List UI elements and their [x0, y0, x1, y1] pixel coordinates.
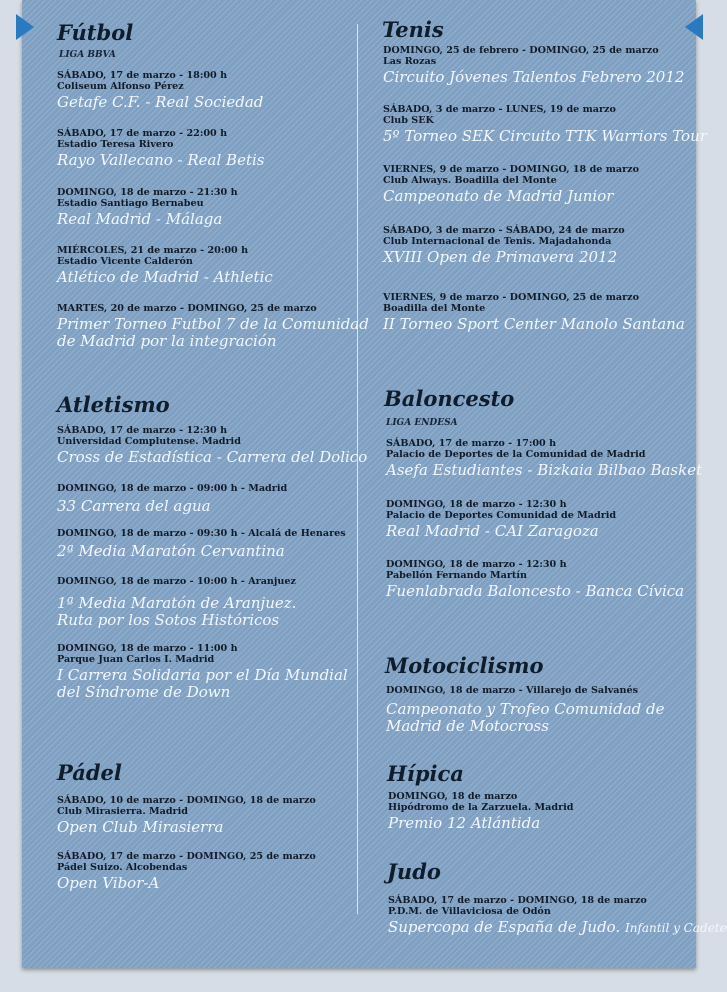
event-venue: Club Mirasierra. Madrid — [57, 806, 188, 817]
event-title: 5º Torneo SEK Circuito TTK Warriors Tour — [383, 127, 707, 145]
event-date: DOMINGO, 18 de marzo - Villarejo de Salvanés — [386, 685, 638, 696]
event-item — [57, 528, 346, 560]
event-title: Rayo Vallecano - Real Betis — [57, 151, 265, 169]
event-title: 2ª Media Maratón Cervantina — [57, 542, 285, 560]
event-date: DOMINGO, 18 de marzo - 11:00 h — [57, 643, 238, 654]
event-venue: Estadio Vicente Calderón — [57, 256, 193, 267]
event-venue: Coliseum Alfonso Pérez — [57, 81, 184, 92]
event-venue: Estadio Santiago Bernabeu — [57, 198, 204, 209]
event-title — [388, 919, 727, 937]
event-date: SÁBADO, 17 de marzo - DOMINGO, 25 de marzo — [57, 851, 316, 862]
event-title: XVIII Open de Primavera 2012 — [383, 248, 618, 266]
event-item — [383, 104, 707, 145]
event-item — [57, 128, 264, 169]
event-item — [388, 895, 727, 937]
event-title: Campeonato de Madrid Junior — [383, 187, 614, 205]
section-heading-futbol: Fútbol — [57, 20, 134, 45]
event-item — [57, 425, 367, 466]
event-venue: Estadio Teresa Rivero — [57, 139, 174, 150]
event-title: Primer Torneo Futbol 7 de la Comunidad — [57, 315, 369, 333]
event-item — [57, 576, 296, 629]
event-item — [386, 559, 684, 600]
event-date: DOMINGO, 18 de marzo - 10:00 h - Aranjuez — [57, 576, 296, 587]
event-title: Asefa Estudiantes - Bizkaia Bilbao Basket — [386, 461, 703, 479]
event-venue: Club SEK — [383, 115, 434, 126]
event-item — [57, 795, 316, 836]
league-label: LIGA BBVA — [59, 50, 116, 60]
event-title: Getafe C.F. - Real Sociedad — [57, 93, 264, 111]
section-heading-atletismo: Atletismo — [57, 392, 170, 417]
event-title: Cross de Estadística - Carrera del Dolico — [57, 448, 368, 466]
event-date: MARTES, 20 de marzo - DOMINGO, 25 de marzo — [57, 303, 317, 314]
event-item — [383, 292, 685, 333]
section-heading-padel: Pádel — [57, 760, 122, 785]
event-date: VIERNES, 9 de marzo - DOMINGO, 18 de marzo — [383, 164, 639, 175]
section-heading-motociclismo: Motociclismo — [385, 653, 544, 678]
event-title-line2: Madrid de Motocross — [386, 717, 549, 735]
event-title: Campeonato y Trofeo Comunidad de — [386, 700, 665, 718]
event-title: Fuenlabrada Baloncesto - Banca Cívica — [386, 582, 685, 600]
event-title-main: Supercopa de España de Judo. — [388, 918, 621, 936]
event-date: DOMINGO, 18 de marzo - 09:00 h - Madrid — [57, 483, 288, 494]
event-title: Premio 12 Atlántida — [388, 814, 541, 832]
event-item — [57, 187, 238, 228]
event-title-line2: Ruta por los Sotos Históricos — [57, 611, 280, 629]
event-title: Real Madrid - CAI Zaragoza — [386, 522, 599, 540]
event-venue: Universidad Complutense. Madrid — [57, 436, 241, 447]
event-venue: Las Rozas — [383, 56, 437, 67]
event-item — [383, 164, 639, 205]
event-date: SÁBADO, 17 de marzo - 22:00 h — [57, 128, 228, 139]
event-title: Open Club Mirasierra — [57, 818, 224, 836]
section-heading-judo: Judo — [387, 859, 441, 884]
event-venue: Club Internacional de Tenis. Majadahonda — [383, 236, 612, 247]
league-label: LIGA ENDESA — [386, 418, 458, 428]
event-date: VIERNES, 9 de marzo - DOMINGO, 25 de marzo — [383, 292, 639, 303]
event-title: Circuito Jóvenes Talentos Febrero 2012 — [383, 68, 685, 86]
event-item — [383, 225, 625, 266]
corner-fold-right — [685, 14, 703, 40]
event-title: Open Vibor-A — [57, 874, 160, 892]
event-date: DOMINGO, 18 de marzo - 21:30 h — [57, 187, 238, 198]
event-date: SÁBADO, 17 de marzo - 18:00 h — [57, 70, 228, 81]
event-date: DOMINGO, 18 de marzo - 12:30 h — [386, 559, 567, 570]
event-date: MIÉRCOLES, 21 de marzo - 20:00 h — [57, 245, 249, 256]
event-venue: Hipódromo de la Zarzuela. Madrid — [388, 802, 574, 813]
event-date: DOMINGO, 18 de marzo - 12:30 h — [386, 499, 567, 510]
event-item — [383, 45, 684, 86]
event-venue: Palacio de Deportes de la Comunidad de Madrid — [386, 449, 646, 460]
event-item — [386, 499, 616, 540]
event-item — [388, 791, 574, 832]
event-title: 33 Carrera del agua — [57, 497, 211, 515]
event-date: SÁBADO, 17 de marzo - DOMINGO, 18 de marzo — [388, 895, 647, 906]
event-item — [386, 685, 665, 735]
event-item — [57, 70, 263, 111]
event-date: SÁBADO, 3 de marzo - LUNES, 19 de marzo — [383, 104, 616, 115]
event-item — [386, 438, 702, 479]
column-divider — [357, 24, 358, 914]
event-item — [57, 303, 369, 350]
event-title-line2: del Síndrome de Down — [57, 683, 231, 701]
event-title: 1ª Media Maratón de Aranjuez. — [57, 594, 297, 612]
event-date: DOMINGO, 18 de marzo - 09:30 h - Alcalá de Henares — [57, 528, 346, 539]
event-item — [57, 245, 273, 286]
event-venue: Boadilla del Monte — [383, 303, 486, 314]
section-heading-baloncesto: Baloncesto — [384, 386, 515, 411]
event-venue: Parque Juan Carlos I. Madrid — [57, 654, 215, 665]
event-title-category: Infantil y Cadete — [624, 921, 727, 935]
section-heading-hipica: Hípica — [387, 761, 464, 786]
event-date: SÁBADO, 17 de marzo - 12:30 h — [57, 425, 228, 436]
event-date: DOMINGO, 18 de marzo — [388, 791, 518, 802]
event-title: I Carrera Solidaria por el Día Mundial — [57, 666, 348, 684]
event-venue: Pádel Suizo. Alcobendas — [57, 862, 188, 873]
event-venue: Club Always. Boadilla del Monte — [383, 175, 557, 186]
event-date: SÁBADO, 10 de marzo - DOMINGO, 18 de marzo — [57, 795, 316, 806]
event-title-line2: de Madrid por la integración — [57, 332, 277, 350]
event-item — [57, 851, 316, 892]
event-title: Real Madrid - Málaga — [57, 210, 223, 228]
corner-fold-left — [16, 14, 34, 40]
event-date: SÁBADO, 3 de marzo - SÁBADO, 24 de marzo — [383, 225, 625, 236]
event-item — [57, 483, 287, 515]
event-venue: P.D.M. de Villaviciosa de Odón — [388, 906, 551, 917]
event-title: II Torneo Sport Center Manolo Santana — [383, 315, 685, 333]
section-heading-tenis: Tenis — [382, 17, 444, 42]
event-date: SÁBADO, 17 de marzo - 17:00 h — [386, 438, 557, 449]
event-date: DOMINGO, 25 de febrero - DOMINGO, 25 de marzo — [383, 45, 659, 56]
event-venue: Palacio de Deportes Comunidad de Madrid — [386, 510, 617, 521]
event-title: Atlético de Madrid - Athletic — [57, 268, 273, 286]
event-venue: Pabellón Fernando Martín — [386, 570, 527, 581]
event-item — [57, 643, 348, 701]
